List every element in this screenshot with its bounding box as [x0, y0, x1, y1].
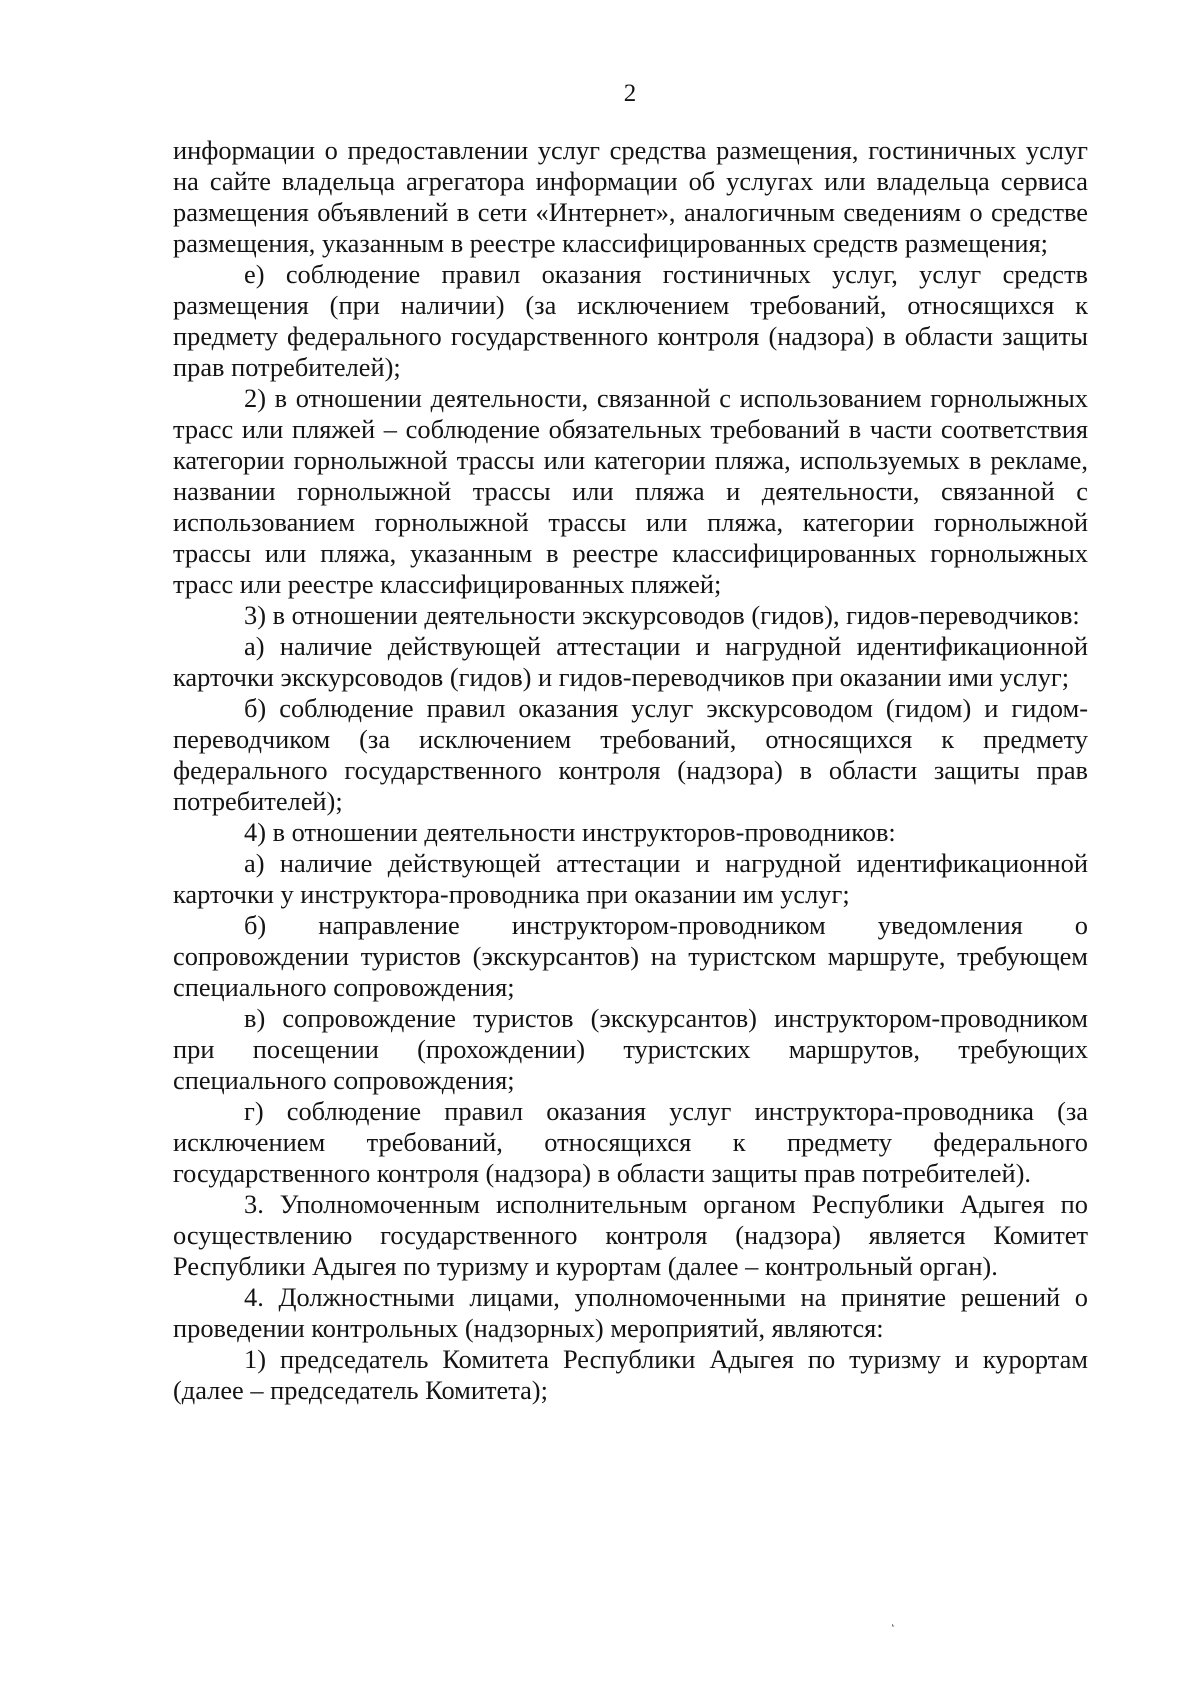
paragraph: 4. Должностными лицами, уполномоченными на принятие решений о проведении контрольных (надзорных) мероприятий, являются: [173, 1282, 1088, 1343]
scan-speck: ˛ [890, 1613, 896, 1627]
paragraph: е) соблюдение правил оказания гостиничных услуг, услуг средств размещения (при наличии) (за исключением требований, относящихся к предмету федерального государственного контроля (надзора) в области защиты прав потребителей); [173, 259, 1088, 382]
paragraph: 3. Уполномоченным исполнительным органом Республики Адыгея по осуществлению государственного контроля (надзора) является Комитет Республики Адыгея по туризму и курортам (далее – контрольный орган). [173, 1189, 1088, 1281]
paragraph: 2) в отношении деятельности, связанной с использованием горнолыжных трасс или пляжей – соблюдение обязательных требований в части соответствия категории горнолыжной трассы или категории пляжа, используемых в рекламе, названии горнолыжной трассы или пляжа и деятельности, связанной с использованием горнолыжной трассы или пляжа, категории горнолыжной трассы или пляжа, указанным в реестре классифицированных горнолыжных трасс или реестре классифицированных пляжей; [173, 383, 1088, 599]
paragraph: а) наличие действующей аттестации и нагрудной идентификационной карточки экскурсоводов (гидов) и гидов-переводчиков при оказании ими услуг; [173, 631, 1088, 692]
paragraph: г) соблюдение правил оказания услуг инструктора-проводника (за исключением требований, относящихся к предмету федерального государственного контроля (надзора) в области защиты прав потребителей). [173, 1096, 1088, 1188]
paragraph: 1) председатель Комитета Республики Адыгея по туризму и курортам (далее – председатель Комитета); [173, 1344, 1088, 1405]
document-body [173, 135, 1088, 1406]
paragraph: 4) в отношении деятельности инструкторов-проводников: [244, 817, 896, 847]
paragraph: информации о предоставлении услуг средства размещения, гостиничных услуг на сайте владельца агрегатора информации об услугах или владельца сервиса размещения объявлений в сети «Интернет», аналогичным сведениям о средстве размещения, указанным в реестре классифицированных средств размещения; [173, 135, 1088, 258]
paragraph: 3) в отношении деятельности экскурсоводов (гидов), гидов-переводчиков: [244, 600, 1080, 630]
paragraph: б) направление инструктором-проводником уведомления о сопровождении туристов (экскурсантов) на туристском маршруте, требующем специального сопровождения; [173, 910, 1088, 1002]
paragraph: а) наличие действующей аттестации и нагрудной идентификационной карточки у инструктора-проводника при оказании им услуг; [173, 848, 1088, 909]
paragraph: в) сопровождение туристов (экскурсантов) инструктором-проводником при посещении (прохождении) туристских маршрутов, требующих специального сопровождения; [173, 1003, 1088, 1095]
paragraph: б) соблюдение правил оказания услуг экскурсоводом (гидом) и гидом-переводчиком (за исключением требований, относящихся к предмету федерального государственного контроля (надзора) в области защиты прав потребителей); [173, 693, 1088, 816]
page-number: 2 [623, 80, 637, 107]
